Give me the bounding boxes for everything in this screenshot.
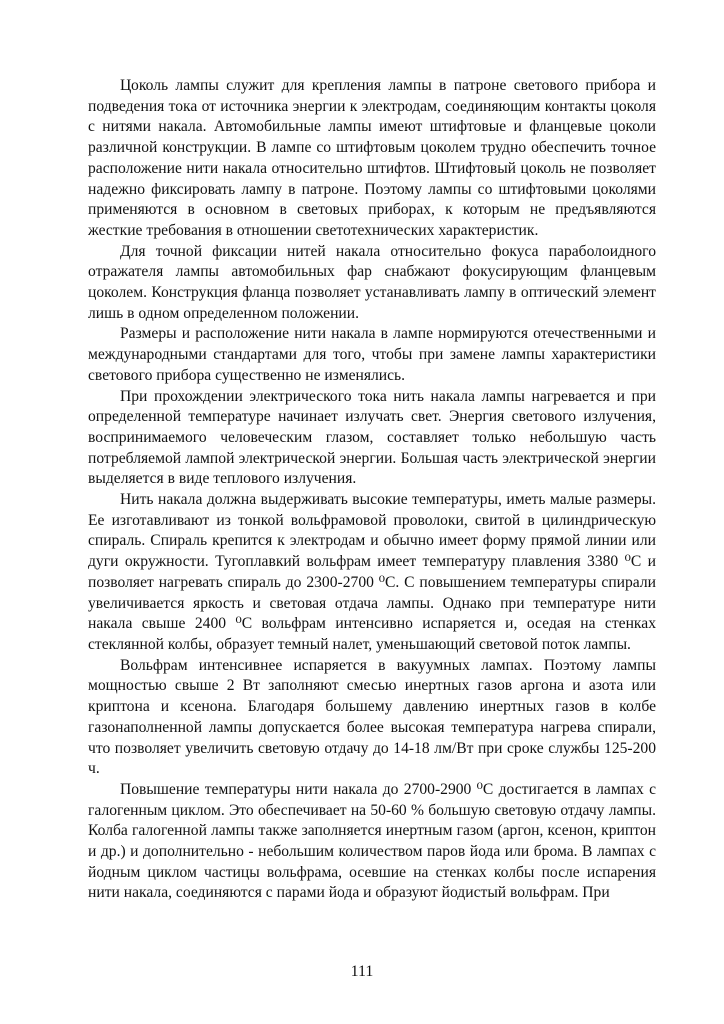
paragraph-1: Цоколь лампы служит для крепления лампы в патроне светового прибора и подведения тока от источника энергии к электродам, соединяющим контакты цоколя с нитями накала. Автомобильные лампы имеют штифтовые и фланцевые цоколи различной конструкции. В лампе со штифтовым цоколем трудно обеспечить точное расположение нити накала относительно штифтов. Штифтовый цоколь не позволяет надежно фиксировать лампу в патроне. Поэтому лампы со штифтовыми цоколями применяются в основном в световых приборах, к которым не предъявляются жесткие требования в отношении светотехнических характеристик.: [88, 77, 656, 239]
paragraph-4: При прохождении электрического тока нить накала лампы нагревается и при определенной температуре начинает излучать свет. Энергия светового излучения, воспринимаемого человеческим глазом, составляет только небольшую часть потребляемой лампой электрической энергии. Большая часть электрической энергии выделяется в виде теплового излучения.: [88, 387, 656, 488]
page-number: 111: [350, 963, 374, 980]
paragraph-5: Нить накала должна выдерживать высокие температуры, иметь малые размеры. Ее изготавливают из тонкой вольфрамовой проволоки, свитой в цилиндрическую спираль. Спираль крепится к электродам и обычно имеет форму прямой линии или дуги окружности. Тугоплавкий вольфрам имеет температуру плавления 3380 ⁰С и позволяет нагревать спираль до 2300-2700 ⁰С. С повышением температуры спирали увеличивается яркость и световая отдача лампы. Однако при температуре нити накала свыше 2400 ⁰С вольфрам интенсивно испаряется и, оседая на стенках стеклянной колбы, образует темный налет, уменьшающий световой поток лампы.: [88, 491, 656, 653]
paragraph-7: Повышение температуры нити накала до 2700-2900 ⁰С достигается в лампах с галогенным циклом. Это обеспечивает на 50-60 % большую световую отдачу лампы. Колба галогенной лампы также заполняется инертным газом (аргон, ксенон, криптон и др.) и дополнительно - небольшим количеством паров йода или брома. В лампах с йодным циклом частицы вольфрама, осевшие на стенках колбы после испарения нити накала, соединяются с парами йода и образуют йодистый вольфрам. При: [88, 780, 656, 902]
paragraph-3: Размеры и расположение нити накала в лампе нормируются отечественными и международными стандартами для того, чтобы при замене лампы характеристики светового прибора существенно не изменялись.: [88, 325, 656, 384]
page-body: [88, 76, 656, 904]
paragraph-2: Для точной фиксации нитей накала относительно фокуса параболоидного отражателя лампы автомобильных фар снабжают фокусирующим фланцевым цоколем. Конструкция фланца позволяет устанавливать лампу в оптический элемент лишь в одном определенном положении.: [88, 242, 656, 322]
paragraph-6: Вольфрам интенсивнее испаряется в вакуумных лампах. Поэтому лампы мощностью свыше 2 Вт заполняют смесью инертных газов аргона и азота или криптона и ксенона. Благодаря большему давлению инертных газов в колбе газонаполненной лампы допускается более высокая температура нагрева спирали, что позволяет увеличить световую отдачу до 14-18 лм/Вт при сроке службы 125-200 ч.: [88, 656, 656, 778]
